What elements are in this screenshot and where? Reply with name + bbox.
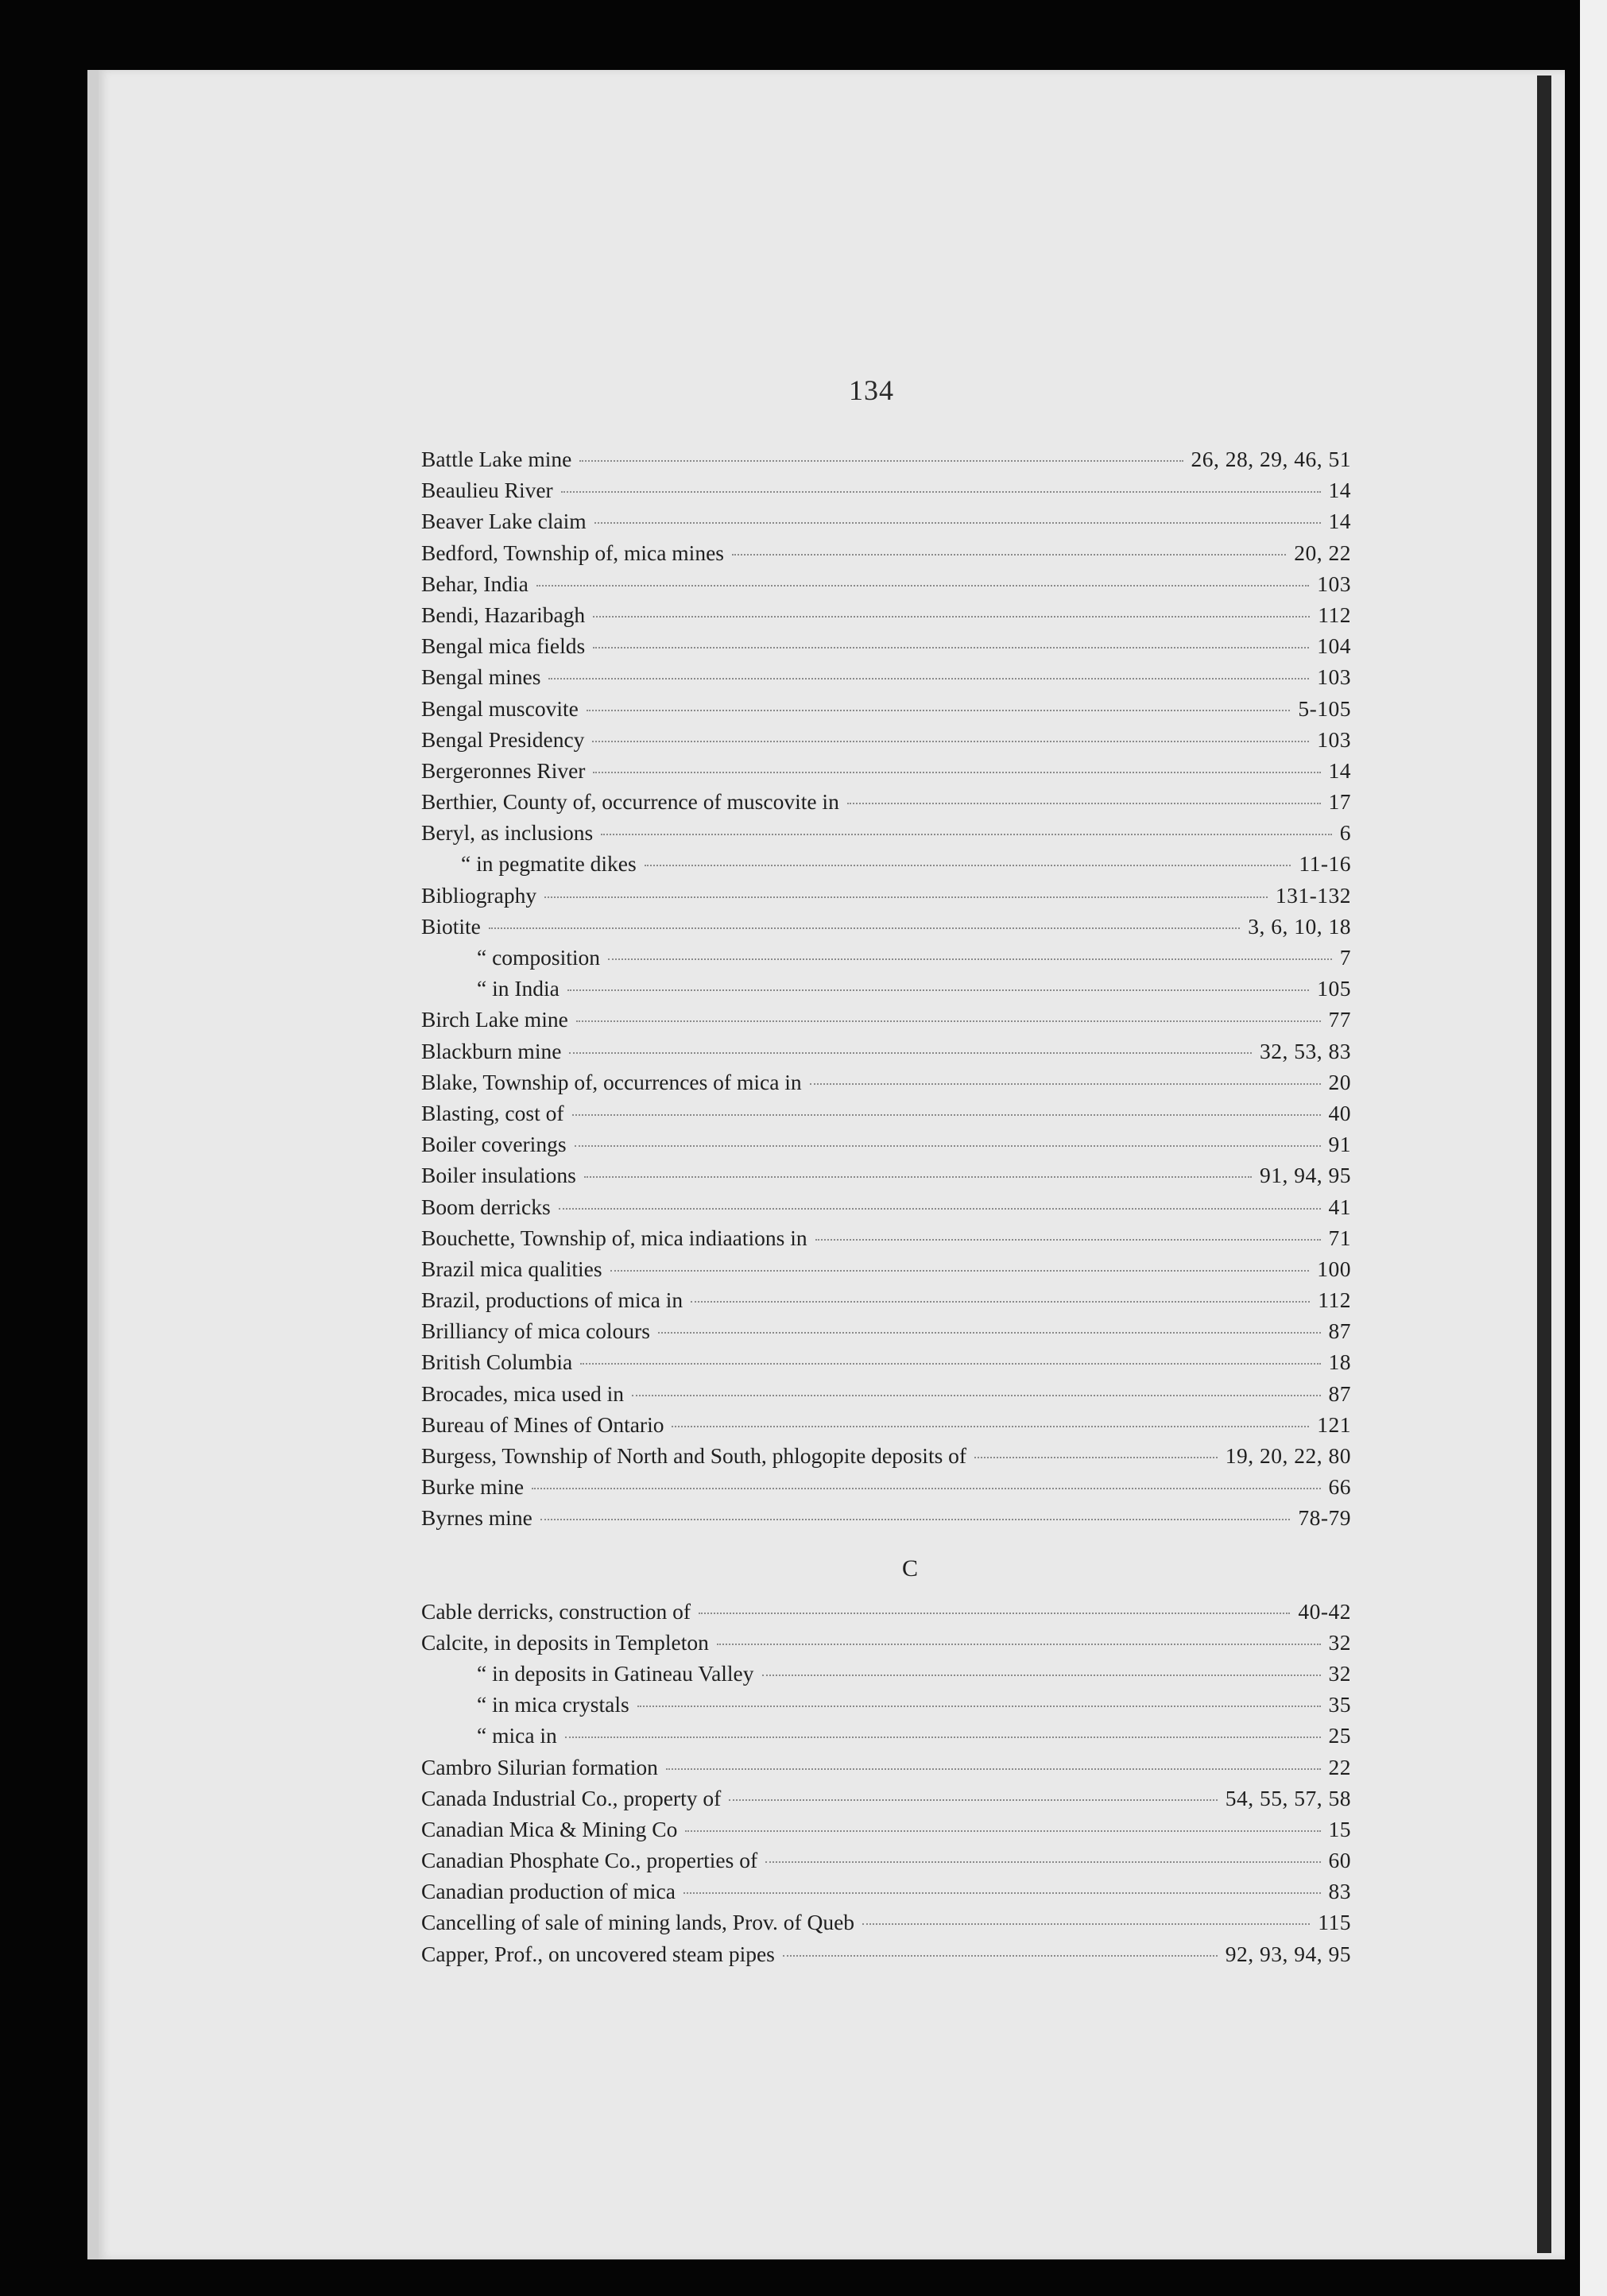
index-term: Blake, Township of, occurrences of mica in <box>421 1069 802 1094</box>
index-entry <box>421 1412 1351 1443</box>
index-entry <box>421 1848 1351 1879</box>
index-page-refs: 87 <box>1328 1318 1351 1344</box>
index-term: Cancelling of sale of mining lands, Prov. of Queb <box>421 1910 855 1935</box>
index-entry <box>421 1942 1351 1973</box>
dot-leader <box>580 1363 1320 1365</box>
index-page-refs: 71 <box>1328 1225 1351 1250</box>
index-entry <box>421 1505 1351 1536</box>
index-term: Bibliography <box>421 882 537 908</box>
dot-leader <box>584 1176 1252 1178</box>
index-page-refs: 14 <box>1328 509 1351 534</box>
index-page-refs: 78-79 <box>1298 1505 1351 1531</box>
dot-leader <box>559 1208 1321 1210</box>
index-page-refs: 104 <box>1317 633 1351 659</box>
index-entry <box>421 1723 1351 1754</box>
index-entry <box>421 478 1351 509</box>
index-page-refs: 32 <box>1328 1660 1351 1686</box>
dot-leader <box>489 927 1240 929</box>
index-entry <box>421 914 1351 945</box>
page-number: 134 <box>849 374 894 406</box>
index-page-refs: 15 <box>1328 1816 1351 1841</box>
index-term: Bureau of Mines of Ontario <box>421 1411 664 1437</box>
index-entry <box>421 1661 1351 1692</box>
dot-leader <box>685 1830 1320 1832</box>
dot-leader <box>561 491 1321 493</box>
index-term: Boiler insulations <box>421 1163 576 1188</box>
index-entry <box>421 1630 1351 1661</box>
dot-leader <box>717 1644 1321 1645</box>
index-page-refs: 100 <box>1317 1256 1351 1281</box>
dot-leader <box>637 1706 1321 1707</box>
index-entry <box>421 509 1351 540</box>
index-page-refs: 19, 20, 22, 80 <box>1225 1443 1351 1468</box>
index-page-refs: 20 <box>1328 1069 1351 1094</box>
dot-leader <box>765 1861 1320 1863</box>
index-page-refs: 32, 53, 83 <box>1260 1038 1351 1063</box>
dot-leader <box>699 1613 1290 1614</box>
index-listing <box>421 447 1351 1973</box>
section-heading-c: C <box>901 1555 918 1582</box>
index-page-refs: 17 <box>1328 789 1351 815</box>
index-page-refs: 14 <box>1328 478 1351 503</box>
dot-leader <box>536 585 1309 587</box>
index-term: Bergeronnes River <box>421 757 586 783</box>
index-page-refs: 103 <box>1317 571 1351 596</box>
dot-leader <box>576 1020 1321 1022</box>
index-entry <box>421 1225 1351 1256</box>
index-entry <box>421 664 1351 695</box>
index-entry <box>421 851 1351 882</box>
index-entry <box>421 1287 1351 1318</box>
index-term: Burke mine <box>421 1474 525 1500</box>
index-entry <box>421 758 1351 789</box>
index-page-refs: 60 <box>1328 1848 1351 1873</box>
dot-leader <box>532 1488 1320 1489</box>
index-entry <box>421 602 1351 633</box>
index-entry <box>421 1349 1351 1380</box>
index-term: Brilliancy of mica colours <box>421 1318 650 1344</box>
index-page-refs: 66 <box>1328 1474 1351 1500</box>
index-term: Beaver Lake claim <box>421 509 587 534</box>
dot-leader <box>608 958 1332 960</box>
index-entry <box>421 540 1351 571</box>
dot-leader <box>592 741 1309 742</box>
index-page-refs: 41 <box>1328 1194 1351 1219</box>
index-term: Calcite, in deposits in Templeton <box>421 1629 709 1655</box>
index-section-b <box>421 447 1351 1537</box>
index-entry <box>421 1039 1351 1070</box>
dot-leader <box>666 1768 1321 1770</box>
index-term: Canadian production of mica <box>421 1879 676 1904</box>
index-page-refs: 54, 55, 57, 58 <box>1225 1785 1351 1810</box>
dot-leader <box>575 1145 1321 1147</box>
index-page-refs: 77 <box>1328 1007 1351 1032</box>
index-term: Canadian Mica & Mining Co <box>421 1816 678 1841</box>
index-term: Beryl, as inclusions <box>421 820 594 846</box>
index-term: Bouchette, Township of, mica indiaations in <box>421 1225 807 1250</box>
index-page-refs: 35 <box>1328 1692 1351 1717</box>
index-entry <box>421 1910 1351 1941</box>
index-page-refs: 7 <box>1339 945 1351 970</box>
index-page-refs: 115 <box>1318 1910 1351 1935</box>
dot-leader <box>565 1737 1321 1738</box>
index-page-refs: 105 <box>1317 976 1351 1001</box>
index-term: Bengal mines <box>421 664 541 690</box>
index-term: Berthier, County of, occurrence of muscovite in <box>421 789 839 815</box>
index-term: Blasting, cost of <box>421 1100 564 1125</box>
index-entry <box>421 727 1351 758</box>
index-entry <box>421 1007 1351 1038</box>
index-entry <box>421 1755 1351 1786</box>
index-term: Blackburn mine <box>421 1038 562 1063</box>
index-page-refs: 103 <box>1317 726 1351 752</box>
index-entry <box>421 976 1351 1007</box>
index-entry <box>421 1132 1351 1163</box>
dot-leader <box>540 1519 1291 1520</box>
dot-leader <box>683 1892 1321 1894</box>
index-term: Bedford, Township of, mica mines <box>421 540 724 565</box>
index-page-refs: 131-132 <box>1275 882 1351 908</box>
index-term: Boom derricks <box>421 1194 551 1219</box>
adjacent-page-edge <box>1580 0 1607 2296</box>
dot-leader <box>593 772 1320 773</box>
index-entry <box>421 820 1351 851</box>
index-page-refs: 3, 6, 10, 18 <box>1248 913 1351 939</box>
index-entry <box>421 1318 1351 1349</box>
index-entry <box>421 1879 1351 1910</box>
dot-leader <box>847 803 1321 804</box>
index-term: Battle Lake mine <box>421 447 572 471</box>
dot-leader <box>601 834 1332 835</box>
index-entry <box>421 1692 1351 1723</box>
dot-leader <box>610 1270 1310 1272</box>
dot-leader <box>593 616 1310 618</box>
dot-leader <box>544 896 1268 898</box>
index-entry <box>421 696 1351 727</box>
index-page-refs: 14 <box>1328 757 1351 783</box>
dot-leader <box>732 554 1286 556</box>
index-term: “ composition <box>477 945 601 970</box>
index-term: Bendi, Hazaribagh <box>421 602 586 627</box>
dot-leader <box>729 1799 1217 1801</box>
index-page-refs: 40 <box>1328 1100 1351 1125</box>
index-entry <box>421 1256 1351 1287</box>
index-term: Capper, Prof., on uncovered steam pipes <box>421 1941 775 1966</box>
dot-leader <box>672 1426 1309 1427</box>
index-entry <box>421 945 1351 976</box>
index-entry <box>421 789 1351 820</box>
dot-leader <box>645 865 1291 866</box>
index-term: Brazil, productions of mica in <box>421 1287 683 1313</box>
dot-leader <box>691 1301 1310 1303</box>
dot-leader <box>862 1923 1310 1925</box>
index-page-refs: 83 <box>1328 1879 1351 1904</box>
index-page-refs: 92, 93, 94, 95 <box>1225 1941 1351 1966</box>
index-term: Cable derricks, construction of <box>421 1598 691 1624</box>
index-entry <box>421 1474 1351 1505</box>
index-entry <box>421 883 1351 914</box>
index-term: Cambro Silurian formation <box>421 1754 658 1779</box>
dot-leader <box>815 1239 1321 1241</box>
index-term: Bengal muscovite <box>421 695 579 721</box>
index-term: Brazil mica qualities <box>421 1256 602 1281</box>
index-page-refs: 20, 22 <box>1294 540 1351 565</box>
dot-leader <box>974 1457 1218 1458</box>
index-term: Canada Industrial Co., property of <box>421 1785 722 1810</box>
index-entry <box>421 1599 1351 1630</box>
index-page-refs: 5-105 <box>1298 695 1351 721</box>
index-entry <box>421 1163 1351 1194</box>
index-page-refs: 26, 28, 29, 46, 51 <box>1191 447 1351 471</box>
index-entry <box>421 447 1351 478</box>
dot-leader <box>572 1114 1321 1116</box>
index-entry <box>421 1194 1351 1225</box>
index-page-refs: 121 <box>1317 1411 1351 1437</box>
page-edge-shadow <box>1537 76 1551 2253</box>
index-page-refs: 91, 94, 95 <box>1260 1163 1351 1188</box>
index-term: “ in India <box>477 976 560 1001</box>
index-entry <box>421 1443 1351 1474</box>
index-page-refs: 87 <box>1328 1380 1351 1406</box>
index-term: Bengal Presidency <box>421 726 585 752</box>
index-term: Burgess, Township of North and South, phlogopite deposits of <box>421 1443 967 1468</box>
index-entry <box>421 1786 1351 1817</box>
dot-leader <box>587 710 1291 711</box>
index-term: Brocades, mica used in <box>421 1380 625 1406</box>
index-page-refs: 32 <box>1328 1629 1351 1655</box>
dot-leader <box>594 522 1321 524</box>
index-entry <box>421 1070 1351 1101</box>
dot-leader <box>579 460 1183 462</box>
index-term: “ in pegmatite dikes <box>461 851 637 877</box>
index-term: Biotite <box>421 913 481 939</box>
index-entry <box>421 571 1351 602</box>
index-term: “ in deposits in Gatineau Valley <box>477 1660 754 1686</box>
index-entry <box>421 1101 1351 1132</box>
index-page-refs: 18 <box>1328 1349 1351 1375</box>
index-page-refs: 40-42 <box>1298 1598 1351 1624</box>
dot-leader <box>593 647 1309 649</box>
index-term: “ mica in <box>477 1723 557 1748</box>
index-page-refs: 25 <box>1328 1723 1351 1748</box>
index-term: Birch Lake mine <box>421 1007 568 1032</box>
index-term: Canadian Phosphate Co., properties of <box>421 1848 758 1873</box>
dot-leader <box>548 678 1309 680</box>
dot-leader <box>567 989 1309 991</box>
index-page-refs: 22 <box>1328 1754 1351 1779</box>
index-entry <box>421 633 1351 664</box>
index-term: Byrnes mine <box>421 1505 532 1531</box>
dot-leader <box>762 1675 1321 1676</box>
index-page-refs: 112 <box>1318 1287 1351 1313</box>
index-term: Boiler coverings <box>421 1132 567 1157</box>
index-term: Beaulieu River <box>421 478 553 503</box>
index-page-refs: 91 <box>1328 1132 1351 1157</box>
index-entry <box>421 1381 1351 1412</box>
dot-leader <box>783 1955 1218 1957</box>
index-section-c <box>421 1599 1351 1973</box>
index-page-refs: 11-16 <box>1299 851 1351 877</box>
index-term: British Columbia <box>421 1349 573 1375</box>
dot-leader <box>810 1083 1321 1085</box>
index-page-refs: 103 <box>1317 664 1351 690</box>
index-term: Bengal mica fields <box>421 633 586 659</box>
index-entry <box>421 1817 1351 1848</box>
index-term: “ in mica crystals <box>477 1692 629 1717</box>
dot-leader <box>569 1052 1252 1054</box>
index-page-refs: 6 <box>1339 820 1351 846</box>
dot-leader <box>658 1332 1321 1334</box>
dot-leader <box>632 1395 1320 1396</box>
index-page-refs: 112 <box>1318 602 1351 627</box>
index-term: Behar, India <box>421 571 529 596</box>
